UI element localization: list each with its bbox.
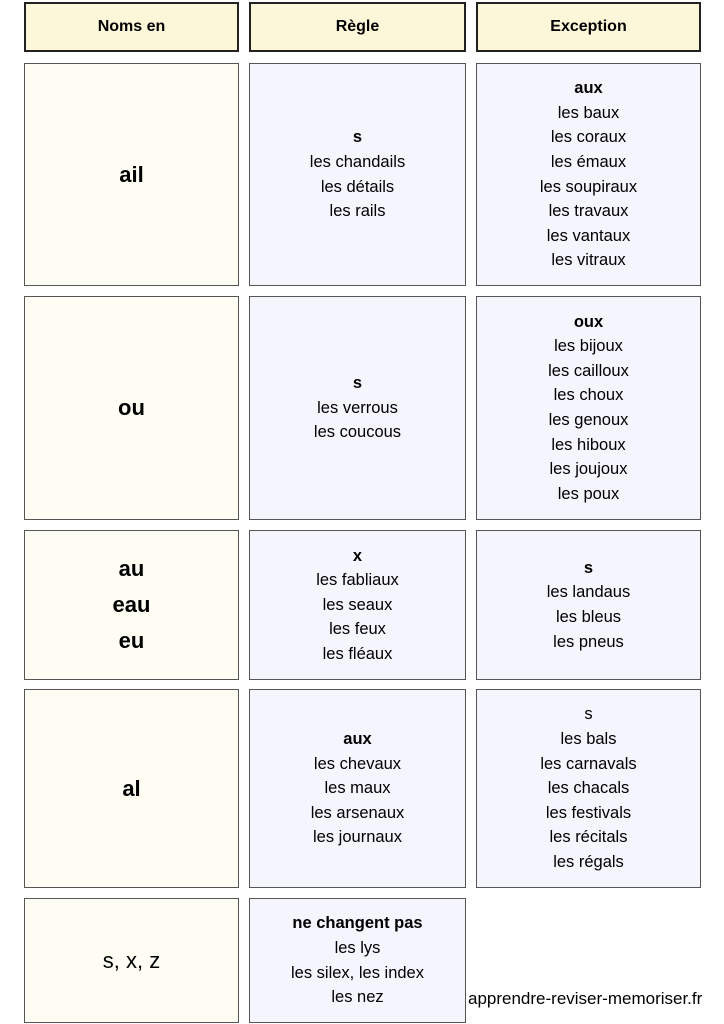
ending-label: eu bbox=[118, 628, 145, 653]
rule-example: les coucous bbox=[313, 423, 402, 442]
rule-title: s bbox=[352, 374, 363, 393]
rule-example: les verrous bbox=[317, 398, 398, 417]
exception-title: s bbox=[584, 705, 593, 724]
rule-example: les fléaux bbox=[322, 644, 393, 663]
exception-example: les chacals bbox=[547, 779, 630, 798]
exception-example: les bijoux bbox=[554, 337, 623, 356]
rule-title: s bbox=[352, 128, 363, 147]
ending-label: ou bbox=[118, 395, 145, 420]
exception-example: les vitraux bbox=[551, 251, 626, 270]
exception-example: les joujoux bbox=[549, 460, 628, 479]
exception-example: les carnavals bbox=[540, 754, 637, 773]
site-credit: apprendre-reviser-memoriser.fr bbox=[468, 989, 703, 1008]
exception-example: les soupiraux bbox=[539, 177, 638, 196]
ending-label: al bbox=[122, 775, 141, 801]
rule-example: les silex, les index bbox=[291, 963, 424, 982]
exception-example: les coraux bbox=[550, 128, 627, 147]
ending-cell bbox=[24, 530, 239, 680]
rule-example: les chandails bbox=[309, 152, 406, 171]
exception-example: les travaux bbox=[548, 202, 629, 221]
rule-title: x bbox=[352, 546, 363, 565]
rule-example: les feux bbox=[329, 620, 386, 639]
rule-example: les rails bbox=[329, 202, 386, 221]
exception-example: les régals bbox=[553, 852, 624, 871]
exception-example: les poux bbox=[557, 484, 620, 503]
exception-cell bbox=[476, 689, 701, 888]
ending-label: eau bbox=[112, 592, 151, 617]
rule-cell bbox=[249, 63, 466, 286]
exception-example: les baux bbox=[557, 103, 620, 122]
rule-cell bbox=[249, 689, 466, 888]
rule-title: ne changent pas bbox=[292, 914, 423, 933]
exception-example: les récitals bbox=[549, 828, 628, 847]
rule-title: aux bbox=[343, 730, 372, 749]
exception-example: les cailloux bbox=[548, 361, 629, 380]
rule-cell bbox=[249, 530, 466, 680]
exception-example: les genoux bbox=[548, 411, 629, 429]
ending-cell bbox=[24, 63, 239, 286]
rule-example: les journaux bbox=[313, 828, 402, 847]
exception-title: s bbox=[583, 558, 594, 577]
ending-label: au bbox=[118, 556, 145, 581]
rule-cell bbox=[249, 898, 466, 1023]
header-noms-en: Noms en bbox=[24, 2, 239, 52]
rule-example: les nez bbox=[331, 988, 384, 1007]
rule-example: les seaux bbox=[322, 595, 393, 614]
rule-example: les arsenaux bbox=[310, 803, 405, 822]
header-regle: Règle bbox=[249, 2, 466, 52]
exception-example: les vantaux bbox=[546, 226, 631, 245]
ending-cell bbox=[24, 898, 239, 1023]
exception-example: les bals bbox=[560, 730, 617, 749]
exception-example: les choux bbox=[553, 386, 624, 405]
exception-cell bbox=[476, 296, 701, 520]
ending-label: s, x, z bbox=[102, 947, 161, 973]
rule-cell bbox=[249, 296, 466, 520]
rule-example: les fabliaux bbox=[316, 571, 399, 590]
rule-example: les détails bbox=[320, 177, 395, 196]
exception-title: aux bbox=[574, 79, 603, 98]
exception-title: oux bbox=[573, 312, 604, 331]
exception-example: les landaus bbox=[546, 583, 631, 602]
rule-example: les chevaux bbox=[313, 754, 402, 773]
exception-cell bbox=[476, 63, 701, 286]
exception-example: les émaux bbox=[550, 152, 627, 171]
exception-example: les festivals bbox=[545, 803, 632, 822]
ending-cell bbox=[24, 296, 239, 520]
header-exception: Exception bbox=[476, 2, 701, 52]
ending-label: ail bbox=[119, 161, 144, 187]
ending-cell bbox=[24, 689, 239, 888]
rule-example: les maux bbox=[324, 779, 391, 798]
exception-example: les pneus bbox=[553, 632, 624, 651]
exception-example: les bleus bbox=[555, 608, 622, 626]
rule-example: les lys bbox=[334, 938, 381, 957]
exception-example: les hiboux bbox=[551, 435, 626, 454]
exception-cell bbox=[476, 530, 701, 680]
